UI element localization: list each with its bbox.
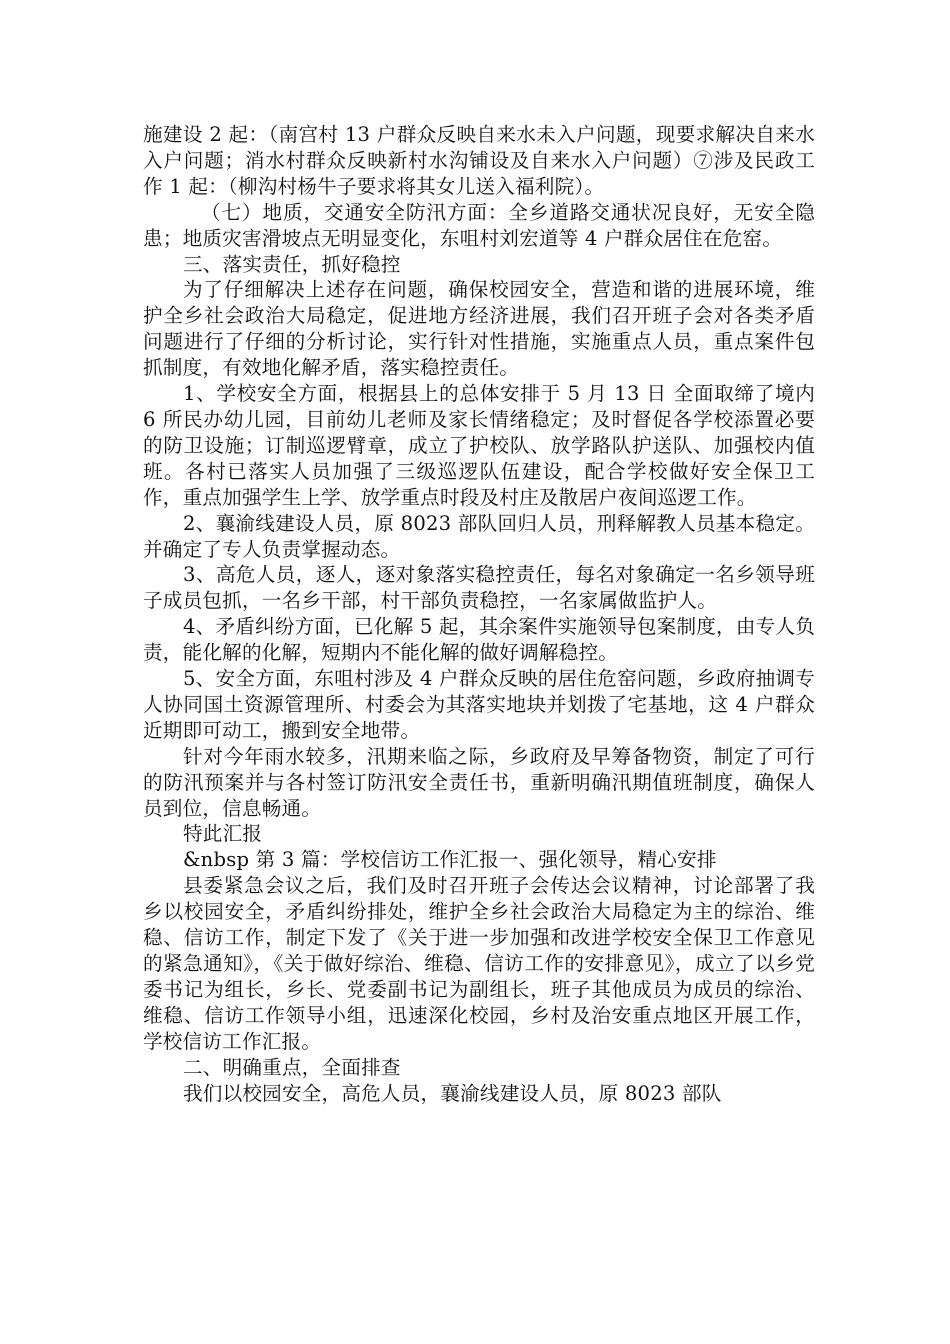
paragraph: 5、安全方面，东咀村涉及 4 户群众反映的居住危窑问题，乡政府抽调专人协同国土资源管理所、村委会为其落实地块并划拨了宅基地，这 4 户群众近期即可动工，搬到安全地带。 xyxy=(143,667,816,742)
paragraph: 2、襄渝线建设人员，原 8023 部队回归人员，刑释解教人员基本稳定。并确定了专人负责掌握动态。 xyxy=(143,511,815,561)
closing-line: 特此汇报 xyxy=(183,822,263,846)
section-heading: 二、明确重点，全面排查 xyxy=(183,1055,401,1079)
paragraph: 施建设 2 起：（南宫村 13 户群众反映自来水未入户问题，现要求解决自来水入户问题；消水村群众反映新村水沟铺设及自来水入户问题）⑦涉及民政工作 1 起：（柳沟村杨牛子要求将其女儿送入福利院）。 xyxy=(143,123,815,198)
paragraph: 4、矛盾纠纷方面，已化解 5 起，其余案件实施领导包案制度，由专人负责，能化解的化解，短期内不能化解的做好调解稳控。 xyxy=(143,615,816,665)
paragraph: 为了仔细解决上述存在问题，确保校园安全，营造和谐的进展环境，维护全乡社会政治大局稳定，促进地方经济进展，我们召开班子会对各类矛盾问题进行了仔细的分析讨论，实行针对性措施，实施重点人员，重点案件包抓制度，有效地化解矛盾，落实稳控责任。 xyxy=(143,278,815,380)
paragraph: （七）地质，交通安全防汛方面：全乡道路交通状况良好，无安全隐患；地质灾害滑坡点无明显变化，东咀村刘宏道等 4 户群众居住在危窑。 xyxy=(143,200,815,250)
document-body xyxy=(143,122,815,1106)
article-heading: &nbsp 第 3 篇：学校信访工作汇报一、强化领导，精心安排 xyxy=(183,848,717,872)
paragraph: 我们以校园安全，高危人员，襄渝线建设人员，原 8023 部队 xyxy=(183,1081,722,1105)
paragraph: 县委紧急会议之后，我们及时召开班子会传达会议精神，讨论部署了我乡以校园安全，矛盾纠纷排处，维护全乡社会政治大局稳定为主的综治、维稳、信访工作，制定下发了《关于进一步加强和改进学校安全保卫工作意见的紧急通知》，《关于做好综治、维稳、信访工作的安排意见》，成立了以乡党委书记为组长，乡长、党委副书记为副组长，班子其他成员为成员的综治、维稳、信访工作领导小组，迅速深化校园，乡村及治安重点地区开展工作，学校信访工作汇报。 xyxy=(143,874,815,1053)
paragraph: 3、高危人员，逐人，逐对象落实稳控责任，每名对象确定一名乡领导班子成员包抓，一名乡干部，村干部负责稳控，一名家属做监护人。 xyxy=(143,563,815,613)
paragraph: 1、学校安全方面，根据县上的总体安排于 5 月 13 日 全面取缔了境内 6 所民办幼儿园，目前幼儿老师及家长情绪稳定；及时督促各学校添置必要的防卫设施；订制巡逻臂章，成立了护校队、放学路队护送队、加强校内值班。各村已落实人员加强了三级巡逻队伍建设，配合学校做好安全保卫工作，重点加强学生上学、放学重点时段及村庄及散居户夜间巡逻工作。 xyxy=(143,382,815,509)
section-heading: 三、落实责任，抓好稳控 xyxy=(183,252,401,276)
paragraph: 针对今年雨水较多，汛期来临之际，乡政府及早筹备物资，制定了可行的防汛预案并与各村签订防汛安全责任书，重新明确汛期值班制度，确保人员到位，信息畅通。 xyxy=(143,744,815,820)
